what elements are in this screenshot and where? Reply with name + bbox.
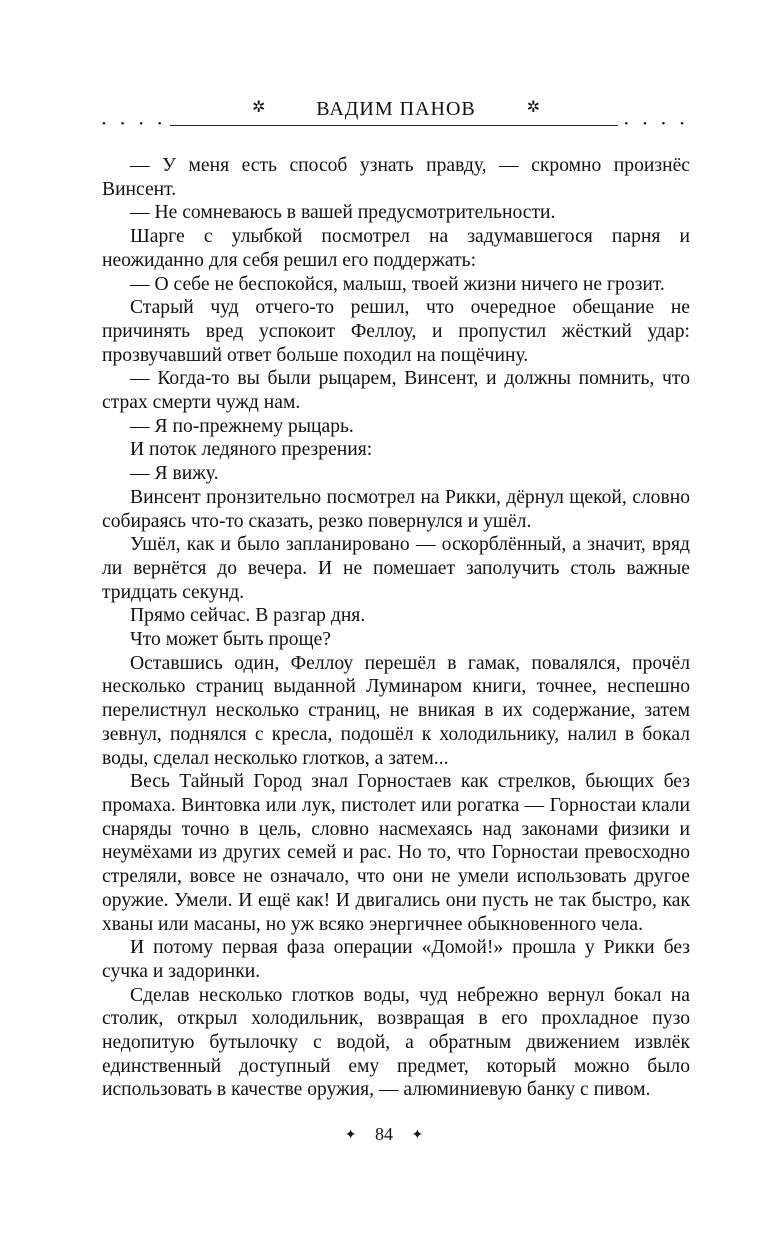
paragraph: — Я по-прежнему рыцарь. xyxy=(130,415,354,437)
running-header xyxy=(102,92,690,132)
header-dots-right: • • • • xyxy=(618,118,690,130)
paragraph: Шарге с улыбкой посмотрел на задумавшегося парня и неожиданно для себя решил его поддержать: xyxy=(102,226,690,271)
paragraph: — О себе не беспокойся, малыш, твоей жизни ничего не грозит. xyxy=(130,273,665,295)
paragraph: Сделав несколько глотков воды, чуд небрежно вернул бокал на столик, открыл холодильник, возвращая в его прохладное пузо недопитую бутылочку с водой, а обратным движением извлёк единственный доступный ему предмет, который можно было использовать в качестве оружия, — алюминиевую банку с пивом. xyxy=(102,984,690,1101)
paragraph: — Когда-то вы были рыцарем, Винсент, и должны помнить, что страх смерти чужд нам. xyxy=(102,368,690,414)
paragraph: — Я вижу. xyxy=(130,463,219,485)
paragraph: Прямо сейчас. В разгар дня. xyxy=(130,605,366,627)
header-rule xyxy=(102,125,690,126)
page-footer xyxy=(0,1124,768,1145)
star-left-icon: ✦ xyxy=(344,1128,357,1143)
paragraph: Старый чуд отчего-то решил, что очередное обещание не причинять вред успокоит Феллоу, и пропустил жёсткий удар: прозвучавший ответ больше походил на пощёчину. xyxy=(102,297,690,366)
star-right-icon: ✦ xyxy=(411,1128,424,1143)
paragraph: Ушёл, как и было запланировано — оскорблённый, а значит, вряд ли вернётся до вечера. И не помешает заполучить столь важные тридцать секунд. xyxy=(102,534,690,603)
paragraph: И потому первая фаза операции «Домой!» прошла у Рикки без сучка и задоринки. xyxy=(102,937,690,982)
paragraph: Винсент пронзительно посмотрел на Рикки, дёрнул щекой, словно собираясь что-то сказать, резко повернулся и ушёл. xyxy=(102,486,690,532)
paragraph: Весь Тайный Город знал Горностаев как стрелков, бьющих без промаха. Винтовка или лук, пистолет или рогатка — Горностаи клали снаряды точно в цель, словно насмехаясь над законами физики и неумёхами из других семей и рас. Но то, что Горностаи превосходно стреляли, вовсе не означало, что они не умели использовать другое оружие. Умели. И ещё как! И двигались они пусть не так быстро, как хваны или масаны, но уж всяко энергичнее обыкновенного чела. xyxy=(102,771,690,935)
page-number: 84 xyxy=(375,1124,393,1144)
header-dots-left: • • • • xyxy=(102,118,168,130)
paragraph: Оставшись один, Феллоу перешёл в гамак, повалялся, прочёл несколько страниц выданной Луминаром книги, точнее, неспешно перелистнул несколько страниц, не вникая в их содержание, затем зевнул, поднялся с кресла, подошёл к холодильнику, налил в бокал воды, сделал несколько глотков, а затем... xyxy=(102,652,690,769)
paragraph: — Не сомневаюсь в вашей предусмотрительности. xyxy=(130,202,556,224)
body-text xyxy=(102,154,690,1102)
paragraph: И поток ледяного презрения: xyxy=(130,439,373,461)
author-name: ВАДИМ ПАНОВ xyxy=(316,98,476,120)
paragraph: — У меня есть способ узнать правду, — скромно произнёс Винсент. xyxy=(102,155,690,200)
ornament-left-icon: ✲ xyxy=(252,99,266,116)
ornament-right-icon: ✲ xyxy=(526,99,540,116)
paragraph: Что может быть проще? xyxy=(130,629,331,651)
